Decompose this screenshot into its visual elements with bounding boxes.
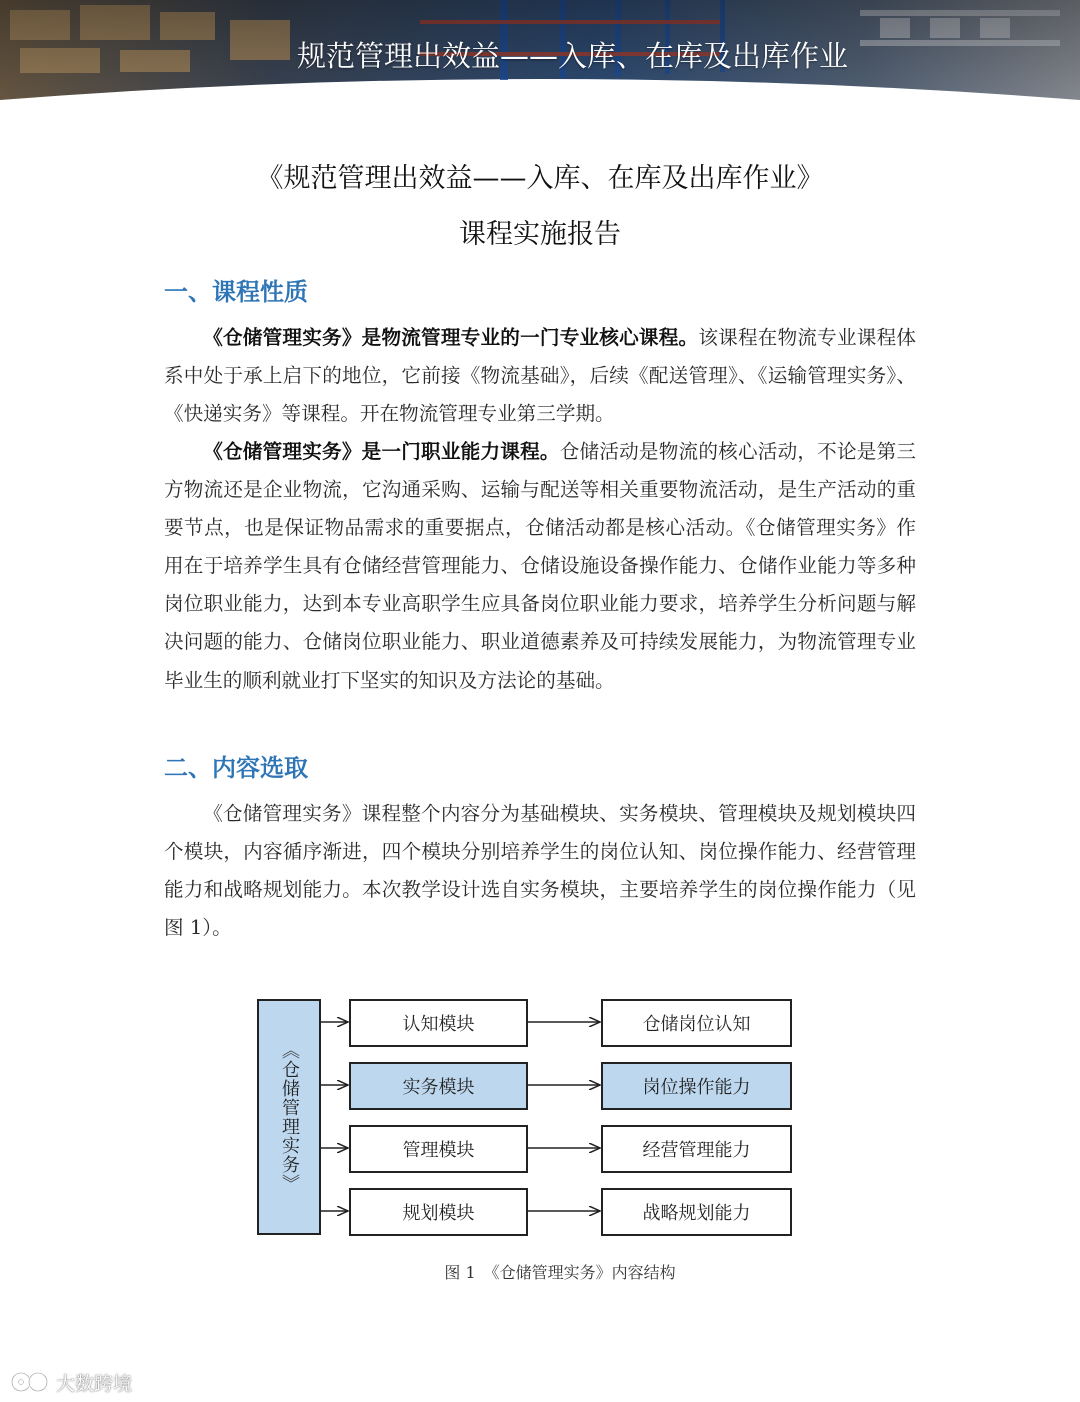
diagram-root-box bbox=[257, 999, 321, 1235]
paragraph bbox=[164, 319, 916, 433]
watermark-logo-icon bbox=[10, 1368, 52, 1396]
watermark-text: 大数跨境 bbox=[56, 1372, 133, 1395]
paragraph-bold-lead: 《仓储管理实务》是一门职业能力课程。 bbox=[203, 440, 560, 463]
ability-box-management: 经营管理能力 bbox=[601, 1125, 792, 1173]
module-box-cognition: 认知模块 bbox=[349, 999, 528, 1047]
module-box-management: 管理模块 bbox=[349, 1125, 528, 1173]
paragraph-bold-lead: 《仓储管理实务》是物流管理专业的一门专业核心课程。 bbox=[203, 326, 699, 349]
document-title: 《规范管理出效益——入库、在库及出库作业》 bbox=[256, 163, 824, 194]
module-box-practice: 实务模块 bbox=[349, 1062, 528, 1110]
header-banner bbox=[0, 0, 1080, 100]
paragraph-text: 该课程在物流专业课程体系中处于承上启下的地位，它前接《物流基础》，后续《配送管理》、《运输管理实务》、《快递实务》等课程。开在物流管理专业第三学期。 bbox=[164, 326, 916, 426]
ability-box-operation: 岗位操作能力 bbox=[601, 1062, 792, 1110]
watermark bbox=[10, 1366, 132, 1398]
paragraph bbox=[164, 795, 916, 947]
section-heading-content-selection: 二、内容选取 bbox=[164, 754, 308, 782]
ability-box-cognition: 仓储岗位认知 bbox=[601, 999, 792, 1047]
paragraph-text: 《仓储管理实务》课程整个内容分为基础模块、实务模块、管理模块及规划模块四个模块，内容循序渐进，四个模块分别培养学生的岗位认知、岗位操作能力、经营管理能力和战略规划能力。本次教学设计选自实务模块，主要培养学生的岗位操作能力（见图 1）。 bbox=[164, 802, 916, 940]
banner-title: 规范管理出效益——入库、在库及出库作业 bbox=[296, 39, 848, 73]
section-heading-course-nature: 一、课程性质 bbox=[164, 278, 308, 306]
module-box-planning: 规划模块 bbox=[349, 1188, 528, 1236]
paragraph bbox=[164, 433, 916, 700]
paragraph-text: 仓储活动是物流的核心活动，不论是第三方物流还是企业物流，它沟通采购、运输与配送等相关重要物流活动，是生产活动的重要节点，也是保证物品需求的重要据点，仓储活动都是核心活动。《仓储管理实务》作用在于培养学生具有仓储经营管理能力、仓储设施设备操作能力、仓储作业能力等多种岗位职业能力，达到本专业高职学生应具备岗位职业能力要求，培养学生分析问题与解决问题的能力、仓储岗位职业能力、职业道德素养及可持续发展能力，为物流管理专业毕业生的顺利就业打下坚实的知识及方法论的基础。 bbox=[164, 440, 917, 692]
figure-caption: 图 1 《仓储管理实务》内容结构 bbox=[444, 1263, 676, 1282]
diagram-root-label: 《仓储管理实务》 bbox=[279, 1041, 300, 1193]
document-subtitle: 课程实施报告 bbox=[459, 219, 621, 250]
ability-box-planning: 战略规划能力 bbox=[601, 1188, 792, 1236]
